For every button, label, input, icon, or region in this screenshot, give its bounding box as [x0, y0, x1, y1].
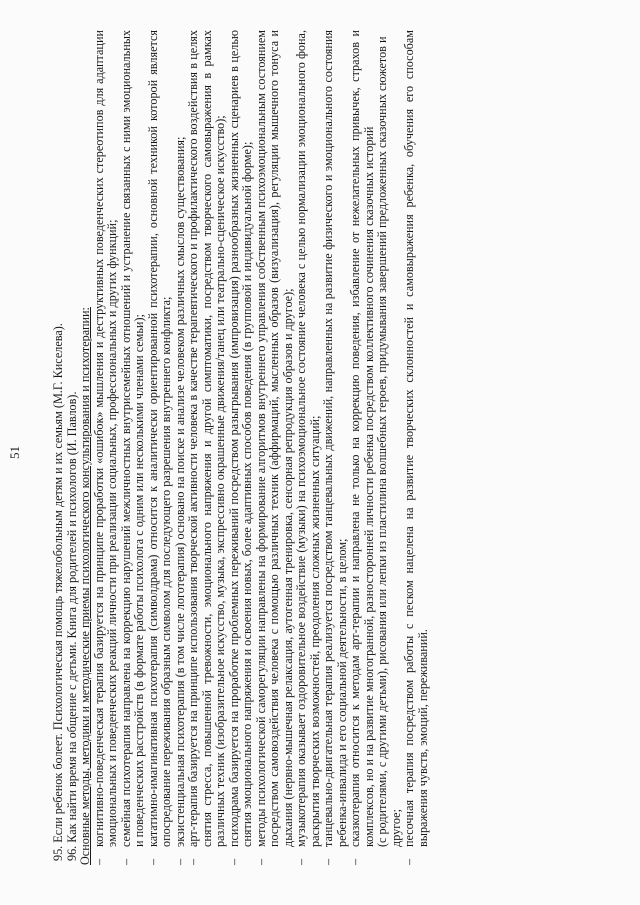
list-item-self-regulation [255, 30, 296, 865]
list-item-cbt [93, 30, 120, 865]
list-item-text: арт-терапия базируется на принципе использования творческой активности человека в качестве терапевтического и профилактического воздействия в целях снятия стресса, повышенной тревожности, эмоционального напряжения и другой симптоматики, посредством творческого самовыражения в рамках различных техник (изобразительное искусство, музыка, экспрессивно окрашенные движения/танец или театрально-сценическое искусство); [186, 30, 227, 847]
dash-bullet: – [172, 858, 187, 865]
list-item-text: песочная терапия посредством работы с песком нацелена на развитие творческих склонностей и самовыражения ребенка, обучения его способам выражения чувств, эмоций, переживаний. [402, 30, 430, 847]
dash-bullet: – [186, 858, 200, 865]
dash-bullet: – [348, 858, 362, 865]
list-item-continuation: (с родителями, с другими детьми), рисования или лепки из пластилина волшебных героев, придумывания завершений предложенных сказочных сюжетов и другое; [375, 36, 403, 847]
page-content [52, 30, 430, 865]
list-item-text: психодрама базируется на проработке проблемных переживаний посредством разыгрывания (импровизация) разнообразных жизненных сценариев в целью снятия эмоционального напряжения и освоения новых, более адаптивных способов поведения (в групповой и индивидуальной форме); [226, 30, 254, 847]
dash-bullet: – [294, 858, 308, 865]
list-item-existential-therapy [174, 30, 188, 865]
list-item-text: кататимно-имагинативная психотерапия (символдрама) относится к аналитически ориентированной психотерапии, основной техникой которой является опосредование переживания образным символом для последующего разрешения внутреннего конфликта; [145, 30, 173, 847]
list-item-family-therapy [120, 30, 147, 865]
list-item-text: музыкотерапия оказывает оздоровительное воздействие (музыки) на психоэмоциональное состояние человека с целью нормализации эмоционального фона, раскрытия творческих возможностей, преодоления сложных жизненных ситуаций; [294, 30, 322, 847]
dash-bullet: – [321, 858, 335, 865]
list-item-symboldrama [147, 30, 174, 865]
list-item-music-therapy [295, 30, 322, 865]
list-item-text: сказкотерапия относится к методам арт-терапии и направлена не только на коррекцию поведения, избавление от нежелательных привычек, страхов и комплексов, но и на развитие многогранной, разносторонней личности ребенка посредством коллективного сочинения сказочных историй [348, 30, 376, 847]
list-item-text: семейная психотерапия направлена на коррекцию нарушений межличностных внутрисемейных отношений и устранение связанных с ними эмоциональных и поведенческих расстройств (в формате работы психолога с одним или несколькими членами семьи); [118, 30, 146, 847]
page-number: 51 [7, 446, 22, 459]
dash-bullet: – [118, 858, 133, 865]
list-item-text: когнитивно-поведенческая терапия базируется на принципе проработки «ошибок» мышления и деструктивных поведенческих стереотипов для адаптации эмоциональных и поведенческих реакций личности при реализации социальных, профессиональных и других функций; [91, 30, 119, 847]
section-heading: Основные методы, методики и методические приемы психологического консультирования и психотерапии: [78, 307, 92, 865]
list-item-text: экзистенциальная психотерапия (в том числе логотерапия) основано на поиске и анализе человеком различных смыслов существования; [172, 136, 187, 847]
list-item-text: методы психологической саморегуляции направлены на формирование алгоритмов внутреннего управления собственным психоэмоциональным состоянием посредством самовоздействия человека с помощью различных техник (аффирмаций, мысленных образов (визуализация), регуляции мышечного тонуса и дыхания (нервно-мышечная релаксация, аутогенная тренировка, сенсорная репродукция образов и другое); [253, 30, 295, 847]
list-item-dance-therapy [322, 30, 349, 865]
reference-96: 96. Как найти время на общение с детьми. Книга для родителей и психологов (И. Павлов). [64, 391, 79, 861]
dash-bullet: – [402, 858, 416, 865]
reference-95: 95. Если ребенок болеет. Психологическая помощь тяжелобольным детям и их семьям (М.Г. Киселева). [51, 323, 65, 861]
dash-bullet: – [253, 858, 268, 865]
dash-bullet: – [145, 858, 160, 865]
dash-bullet: – [226, 858, 241, 865]
list-item-fairytale-therapy [349, 30, 376, 865]
list-item-text: танцевально-двигательная терапия реализуется посредством танцевальных движений, направленных на развитие физического и эмоционального состояния ребенка-инвалида и его социальной деятельности, в целом; [321, 30, 349, 847]
list-item-psychodrama [228, 30, 255, 865]
list-item-art-therapy [187, 30, 228, 865]
list-item-sand-therapy [403, 30, 430, 865]
dash-bullet: – [91, 858, 106, 865]
